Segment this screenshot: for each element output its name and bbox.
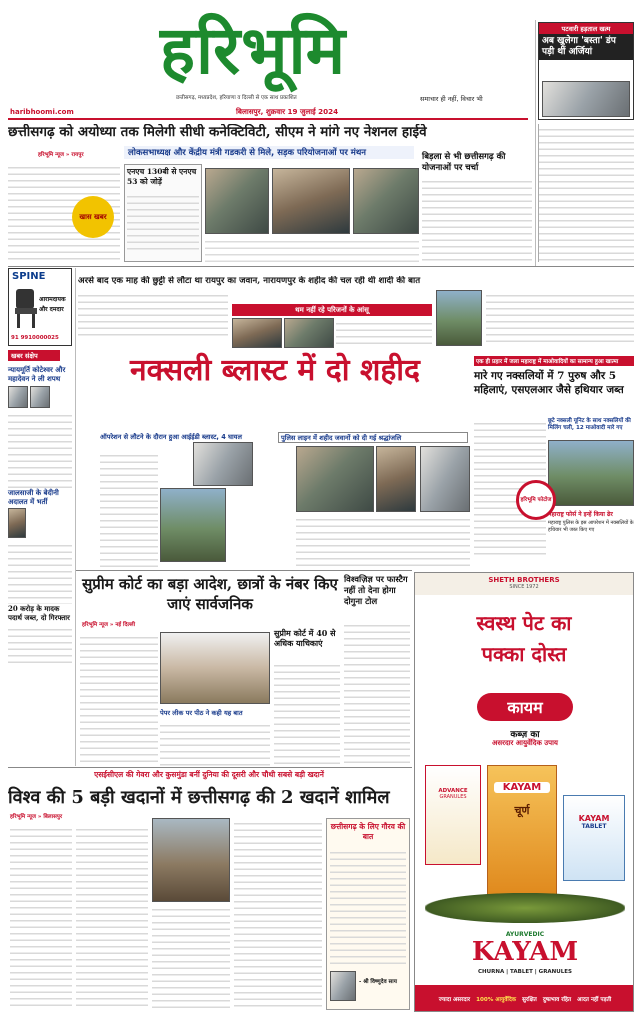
top-right-photo — [542, 81, 630, 117]
mines-quote-head: छत्तीसगढ़ के लिए गौरव की बात — [330, 822, 406, 841]
kayam-b2: GRANULES — [439, 794, 467, 800]
sc-caption: पेपर लीक पर पीठ ने कही यह बात — [160, 709, 243, 717]
naxal-kicker: अरसे बाद एक माह की छुट्टी से लौटा था रायपुर का जवान, नारायणपुर के शहीद की चल रही थी शादी की बात — [78, 276, 421, 286]
spine-line2: और दमदार — [39, 306, 64, 313]
nh-box-body — [127, 191, 199, 251]
lead-sub: लोकसभाध्यक्ष और केंद्रीय मंत्री गडकरी से मिले, सड़क परियोजनाओं पर मंथन — [124, 146, 414, 159]
kayam-brand: SHETH BROTHERS — [488, 576, 560, 584]
kayam-footer — [415, 985, 634, 1012]
kayam-headline-1: स्वस्थ पेट का — [476, 611, 572, 635]
lead-photo-2 — [272, 168, 350, 234]
naxal-body-right — [296, 514, 470, 570]
kayam-name-pill — [477, 693, 573, 721]
naxal-kicker-left-text — [78, 290, 228, 340]
kayam-b1: ADVANCE — [438, 788, 468, 794]
spine-line1: आरामदायक — [39, 296, 66, 303]
kayam-brand-strip — [415, 573, 633, 595]
slogan: समाचार ही नहीं, विचार भी — [420, 95, 483, 103]
tears-text — [336, 318, 432, 348]
rule-h-2 — [76, 570, 412, 571]
maha-caption: महाराष्ट्र फोर्स ने इन्हें किया ढेर — [548, 511, 613, 518]
brief-2-body — [8, 540, 72, 604]
naxal-right-tag: एक ही प्रहार में जला महाराष्ट्र में माओवादियों का सामान्य हुआ खात्मा — [474, 356, 634, 366]
naxal-photo-main — [160, 488, 226, 562]
mines-body-2 — [76, 824, 148, 1010]
brief-2-photo — [8, 508, 26, 538]
top-right-headline: अब खुलेगा 'बस्ता' डंप पड़ी थीं अर्जियां — [539, 34, 633, 60]
sc-headline: सुप्रीम कोर्ट का बड़ा आदेश, छात्रों के नंबर किए जाएं सार्वजनिक — [82, 575, 338, 613]
naxal-right-kicker: छूटे नक्सली यूनिट के साथ नक्सलियों की मिलिंग चली, 12 माओवादी मारे गए — [548, 418, 631, 431]
masthead — [0, 0, 532, 120]
lead-byline: हरिभूमि न्यूज » रायपुर — [38, 152, 84, 158]
judge-photo-2 — [30, 386, 50, 408]
lead-photo-1 — [205, 168, 269, 234]
right-col-story — [538, 124, 634, 262]
nh-box-head: एनएच 130बी से एनएच 53 को जोड़ें — [127, 167, 197, 186]
sc-body — [80, 632, 158, 766]
tears-banner — [232, 304, 432, 316]
lead-photo-3 — [353, 168, 419, 234]
top-right-box — [538, 22, 634, 120]
rule-v-2 — [535, 20, 536, 266]
mines-quote-by: - श्री विष्णुदेव साय — [359, 979, 397, 985]
dateline: बिलासपुर, शुक्रवार 19 जुलाई 2024 — [236, 107, 339, 116]
lead-side-body — [422, 176, 532, 264]
fastag-headline: विश्वज़िज्ञ पर फास्टैग नहीं तो देना होगा दोगुना टोल — [344, 574, 408, 606]
naxal-photo-5 — [420, 446, 470, 512]
kayam-since: SINCE 1972 — [509, 584, 539, 590]
kayam-churna-logo: KAYAM — [494, 782, 550, 793]
briefs-section: खबर संक्षेप — [8, 350, 60, 361]
briefs-column — [8, 350, 72, 670]
top-right-tag: पटवारी हड़ताल खत्म — [539, 23, 633, 34]
sc-byline: हरिभूमि न्यूज » नई दिल्ली — [82, 622, 136, 628]
sc-court-photo — [160, 632, 270, 704]
mines-headline: विश्व की 5 बड़ी खदानों में छत्तीसगढ़ की 2 खदानें शामिल — [8, 787, 390, 808]
naxal-photo-tribute — [193, 442, 253, 486]
spine-phone: 91 9910000025 — [11, 335, 59, 341]
kayam-tablet-label: TABLET — [581, 823, 607, 830]
naxal-photo-injured — [296, 446, 374, 512]
kayam-feature-5: आदत नहीं पड़ती — [577, 997, 612, 1003]
kayam-tablet-box — [563, 795, 625, 881]
mines-quote-box — [326, 818, 410, 1010]
sc-side-headline: सुप्रीम कोर्ट में 40 से अधिक याचिकाएं — [274, 628, 336, 648]
naxal-sub-2: पुलिस लाइन में शहीद जवानों को दी गई श्रद्धांजलि — [278, 432, 468, 443]
naxal-right-photo-caption: महाराष्ट्र पुलिस के इस आपरेशन में नक्सलियों के हथियार भी जब्त किए गए — [548, 520, 634, 533]
brief-2-head: जालसाजी के बेदीनी अदालत में भर्ती — [8, 488, 59, 506]
tears-photo-2 — [284, 318, 334, 348]
kayam-feature-3: सुरक्षित — [522, 997, 537, 1003]
kayam-granules-box — [425, 765, 481, 865]
kayam-feature-4: दुष्प्रभाव रहित — [542, 997, 572, 1003]
mines-quote-body — [330, 847, 406, 967]
mines-body-4 — [234, 818, 322, 1010]
lead-headline: छत्तीसगढ़ को अयोध्या तक मिलेगी सीधी कनेक्टिविटी, सीएम ने मांगे नए नेशनल हाईवे — [8, 124, 427, 140]
naxal-body-left — [100, 450, 158, 570]
sc-caption-body — [160, 720, 270, 766]
kayam-sub-2: असरदार आयुर्वेदिक उपाय — [492, 739, 558, 747]
chair-icon — [13, 287, 39, 329]
naxal-right-photo — [548, 440, 634, 506]
mines-byline: हरिभूमि न्यूज » बिलासपुर — [10, 814, 63, 820]
judge-photo-1 — [8, 386, 28, 408]
mines-body-1 — [10, 824, 72, 1010]
kayam-logo-sub: CHURNA | TABLET | GRANULES — [478, 969, 572, 975]
kayam-name: कायम — [507, 698, 543, 717]
khaas-khabar-badge — [72, 196, 114, 238]
tears-label: थम नहीं रहे परिजनों के आंसू — [295, 306, 369, 314]
naxal-main-headline: नक्सली ब्लास्ट में दो शहीद — [130, 353, 420, 388]
kayam-logo-big: KAYAM — [471, 937, 579, 967]
rule-v-1 — [75, 268, 76, 766]
naxal-photo-4 — [376, 446, 416, 512]
lead-photo-captions — [205, 236, 419, 262]
mines-body-3 — [152, 904, 230, 1010]
naxal-sub-1: ऑपरेशन से लौटने के दौरान हुआ आईईडी ब्लास्ट, 4 घायल — [100, 433, 242, 441]
kayam-feature-1: ज्यादा असरदार — [438, 997, 471, 1003]
naxal-kicker-right-text — [486, 290, 634, 346]
sc-side-body — [274, 660, 340, 766]
mines-quote-photo — [330, 971, 356, 1001]
kayam-sub-1: कब्ज़ का — [510, 730, 540, 740]
fastag-body — [344, 620, 410, 766]
kayam-feature-2: 100% आयुर्वेदिक — [476, 997, 517, 1003]
kayam-headline-2: पक्का दोस्त — [481, 642, 567, 666]
naxal-martyr-photo — [436, 290, 482, 346]
brief-3-body — [8, 624, 72, 664]
brief-1-body — [8, 410, 72, 488]
nh-box — [124, 164, 202, 262]
rule-h-1 — [8, 266, 634, 267]
kayam-ad[interactable] — [414, 572, 634, 1012]
kayam-churna-label: चूर्ण — [514, 804, 530, 817]
kayam-ayurvedic: AYURVEDIC — [505, 931, 545, 938]
photos-badge-label: हरिभूमि फोटोज — [520, 496, 552, 503]
brief-1-head: न्यायमूर्ति कोटेश्वर और महादेवन ने ली शपथ — [8, 365, 66, 383]
masthead-tagline: छत्तीसगढ़, मध्यप्रदेश, हरियाणा व दिल्ली से एक साथ प्रकाशित — [176, 95, 297, 101]
mines-kicker: एसईसीएल की गेवरा और कुसमुंडा बनीं दुनिया की दूसरी और चौथी सबसे बड़ी खदानें — [94, 770, 324, 779]
lead-side-head: बिड़ला से भी छत्तीसगढ़ की योजनाओं पर चर्चा — [422, 152, 506, 173]
spine-ad[interactable] — [8, 268, 72, 346]
rule-h-3 — [8, 767, 412, 768]
khaas-khabar-label: खास खबर — [79, 212, 107, 221]
kayam-herbs — [425, 893, 625, 923]
mines-photo — [152, 818, 230, 902]
tears-photo-1 — [232, 318, 282, 348]
kayam-tablet-logo: KAYAM — [578, 814, 610, 823]
naxal-right-headline: मारे गए नक्सलियों में 7 पुरुष और 5 महिलाएं, एसएलआर जैसे हथियार जब्त — [474, 370, 624, 396]
spine-brand: SPINE — [12, 271, 46, 282]
masthead-logo: हरिभूमि — [160, 11, 347, 89]
masthead-rule — [8, 118, 528, 120]
brief-3-head: 20 करोड़ के मादक पदार्थ जब्त, दो गिरफ्तार — [8, 604, 70, 622]
website[interactable]: haribhoomi.com — [10, 108, 74, 116]
kayam-churna-box — [487, 765, 557, 895]
